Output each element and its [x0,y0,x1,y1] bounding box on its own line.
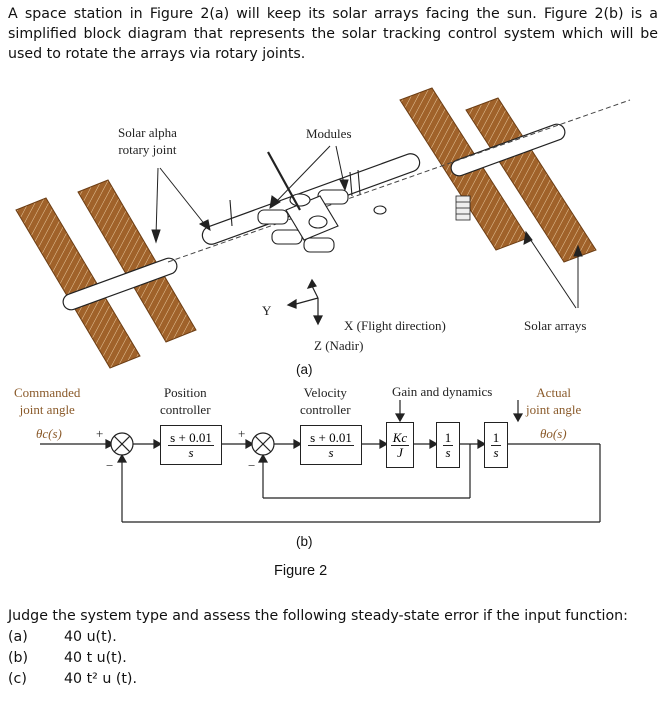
question-item: (c) 40 t² u (t). [8,671,137,687]
sign-plus-2: + [238,426,246,441]
question-section [8,606,658,690]
sign-minus-1: − [106,458,114,473]
label-position-controller: Position controller [160,385,211,417]
figure-title: Figure 2 [274,563,328,579]
integrator-block-2: $\frac{1}{s}$ [484,422,508,468]
radiator-panel [456,196,470,220]
position-controller-block: $\frac{s + 0.01}{s}$ [160,425,222,465]
label-actual-joint-angle: Actual joint angle [526,385,582,417]
label-solar-alpha-rotary-joint: Solar alpha rotary joint [118,125,177,157]
question-item: (a) 40 u(t). [8,629,117,645]
question-item: (b) 40 t u(t). [8,650,127,666]
integrator-block-1: $\frac{1}{s}$ [436,422,460,468]
label-modules: Modules [306,126,352,141]
velocity-controller-block: $\frac{s + 0.01}{s}$ [300,425,362,465]
label-commanded-joint-angle: Commanded joint angle [14,385,81,417]
gain-kc-over-j-block: $\frac{Kc}{J}$ [386,422,414,468]
caption-b: (b) [296,534,313,549]
caption-a: (a) [296,362,313,377]
right-solar-array [400,88,596,262]
intro-paragraph: A space station in Figure 2(a) will keep its solar arrays facing the sun. Figure 2(b) is a simplified block diagram that represents the solar tracking control system which will be used to rotate the arrays via rotary joints. [8,6,658,62]
station-modules [230,152,386,252]
axis-y-label: Y [262,303,272,318]
sign-minus-2: − [248,458,256,473]
axis-x-label: X (Flight direction) [344,318,446,333]
question-prompt: Judge the system type and assess the following steady-state error if the input function: [8,608,628,624]
symbol-theta-c: θc(s) [36,426,62,441]
coordinate-axes [288,280,322,324]
sign-plus-1: + [96,426,104,441]
label-gain-and-dynamics: Gain and dynamics [392,384,493,399]
axis-z-label: Z (Nadir) [314,338,364,353]
symbol-theta-o: θo(s) [540,426,567,441]
label-velocity-controller: Velocity controller [300,385,351,417]
label-solar-arrays: Solar arrays [524,318,587,333]
